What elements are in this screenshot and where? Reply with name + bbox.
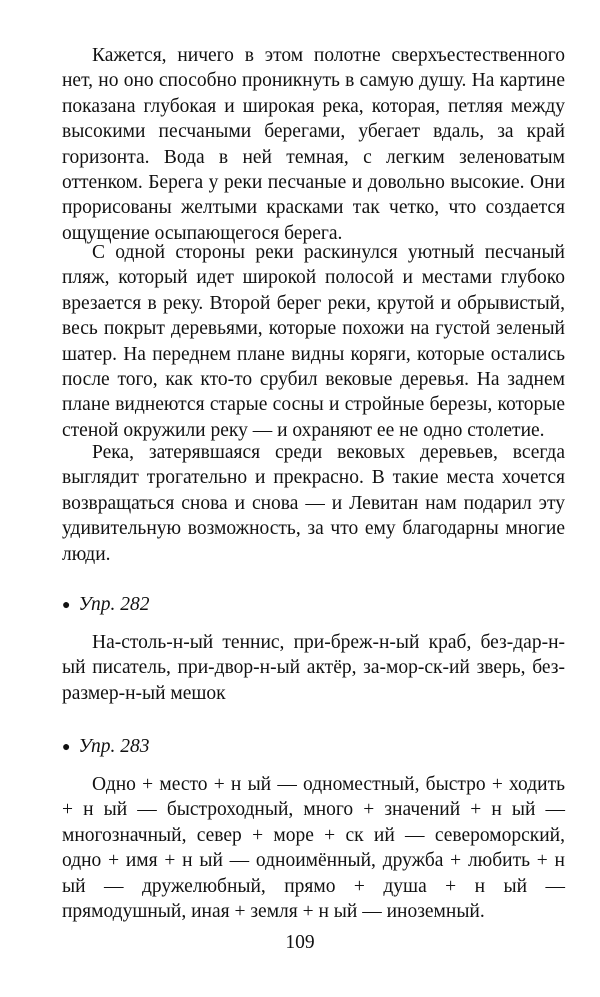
bullet-icon: ● (62, 597, 71, 613)
exercise-283-text: Одно + место + н ый — одноместный, быстро + ходить + н ый — быстроходный, много + значений + н ый — многозначный, север + море + ск ий — североморский, одно + имя + н ый — одноимённый, дружба + любить + н ый — дружелюбный, прямо + душа + н ый — прямодушный, иная + земля + н ый — иноземный. (62, 774, 565, 923)
bullet-icon: ● (62, 739, 71, 755)
paragraph-1: Кажется, ничего в этом полотне сверхъестественного нет, но оно способно проникнуть в самую душу. На картине показана глубокая и широкая река, которая, петляя между высокими песчаными берегами, убегает вдаль, за край горизонта. Вода в ней темная, с легким зеленоватым оттенком. Берега у реки песчаные и довольно высокие. Они прорисованы желтыми красками так четко, что создается ощущение осыпающегося берега. (62, 45, 565, 244)
page-number: 109 (285, 932, 315, 953)
exercise-282-text: На-столь-н-ый теннис, при-бреж-н-ый краб, без-дар-н-ый писатель, при-двор-н-ый актёр, за-мор-ск-ий зверь, без-размер-н-ый мешок (62, 632, 565, 704)
exercise-282-label: Упр. 282 (78, 594, 150, 615)
exercise-283-title (62, 734, 150, 760)
exercise-282-title (62, 592, 150, 618)
exercise-283-label: Упр. 283 (78, 736, 150, 757)
paragraph-3: Река, затерявшаяся среди вековых деревьев, всегда выглядит трогательно и прекрасно. В такие места хочется возвращаться снова и снова — и Левитан нам подарил эту удивительную возможность, за что ему благодарны многие люди. (62, 442, 565, 565)
paragraph-2: С одной стороны реки раскинулся уютный песчаный пляж, который идет широкой полосой и местами глубоко врезается в реку. Второй берег реки, крутой и обрывистый, весь покрыт деревьями, которые похожи на густой зеленый шатер. На переднем плане видны коряги, которые остались после того, как кто-то срубил вековые деревья. На заднем плане виднеются старые сосны и стройные березы, которые стеной окружили реку — и охраняют ее не одно столетие. (62, 242, 565, 441)
